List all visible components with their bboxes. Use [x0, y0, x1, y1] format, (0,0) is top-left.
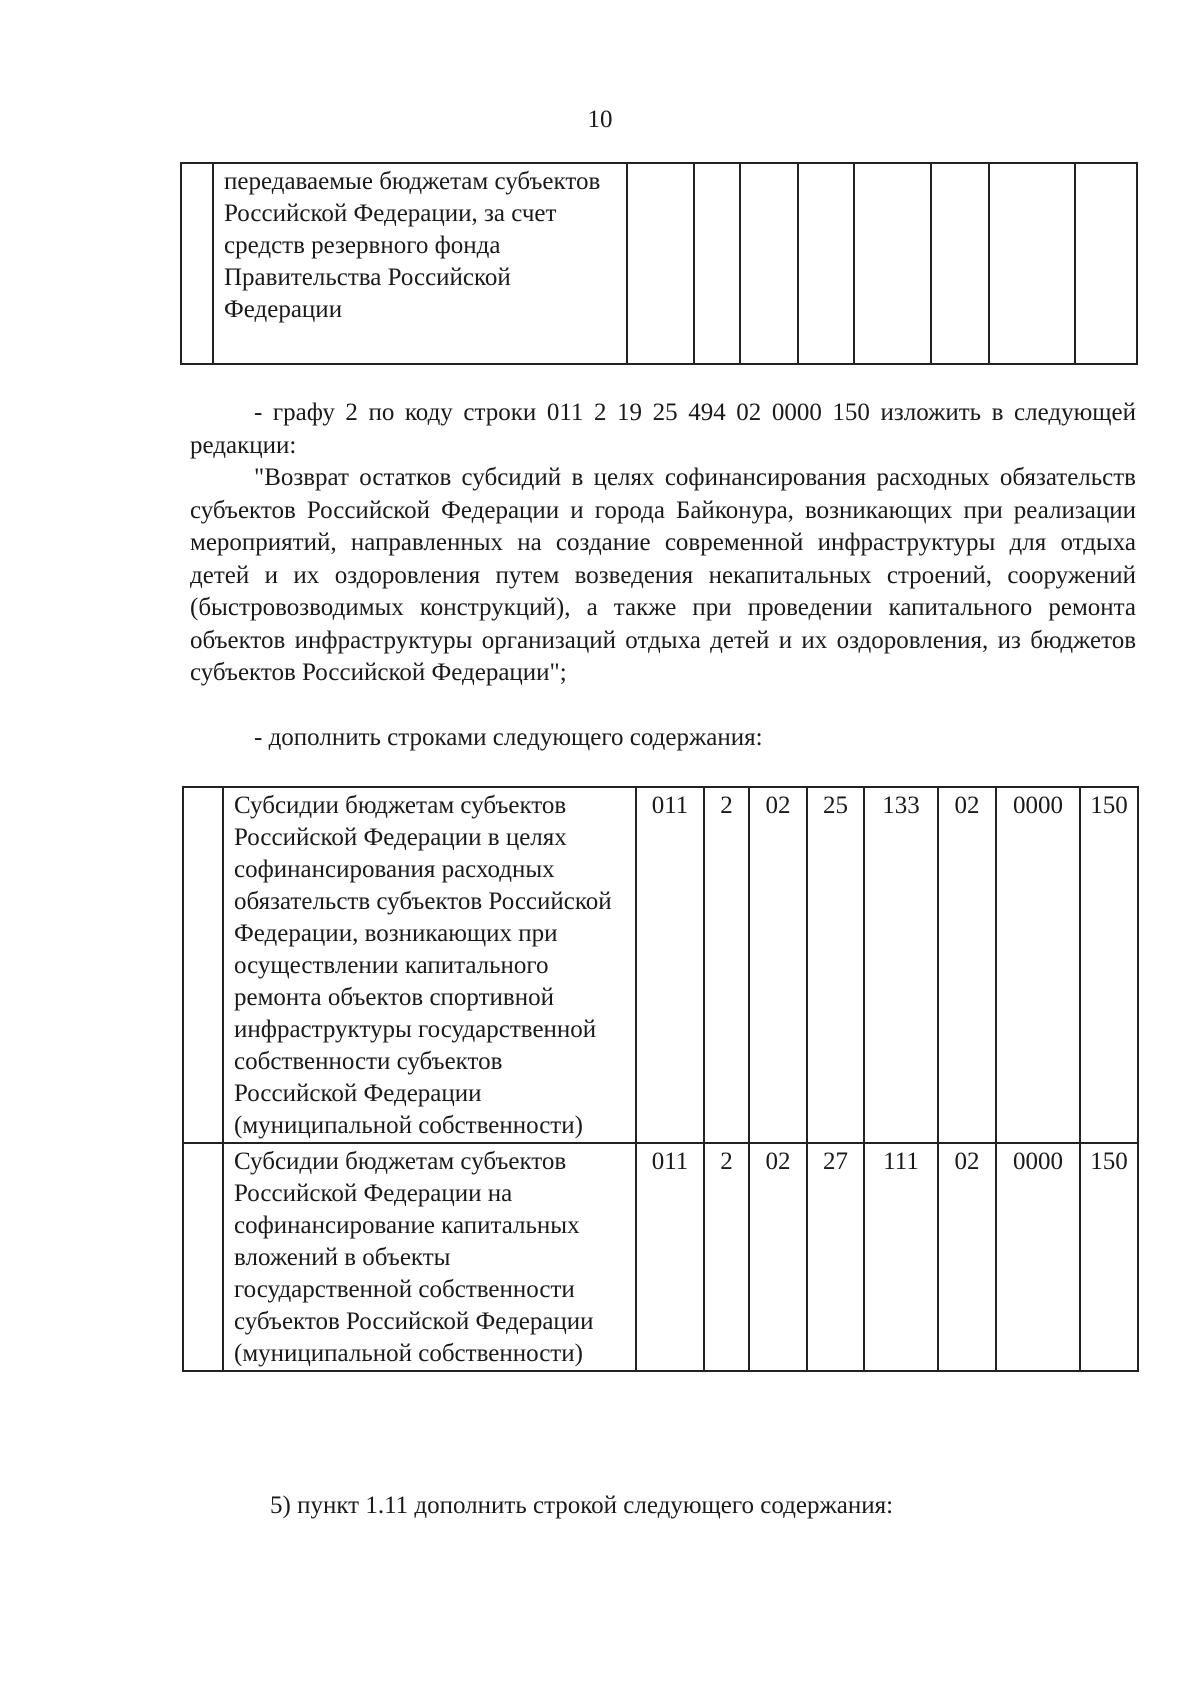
bottom-table [182, 786, 1139, 1372]
code-cell: 111 [864, 1143, 938, 1371]
table-cell-empty [183, 787, 223, 1143]
paragraph-column-instruction: - графу 2 по коду строки 011 2 19 25 494 02 0000 150 изложить в следующей редакции: [190, 399, 1136, 459]
table-cell-empty [854, 163, 931, 364]
paragraph-new-wording: "Возврат остатков субсидий в целях софинансирования расходных обязательств субъектов Российской Федерации и города Байконура, возникающих при реализации мероприятий, направленных на создание современной инфраструктуры для отдыха детей и их оздоровления путем возведения некапитальных строений, сооружений (быстровозводимых конструкций), а также при проведении капитального ремонта объектов инфраструктуры организаций отдыха детей и их оздоровления, из бюджетов субъектов Российской Федерации"; [190, 464, 1136, 686]
table-row [183, 1143, 1138, 1371]
row-description: Субсидии бюджетам субъектов Российской Федерации на софинансирование капитальных вложений в объекты государственной собственности субъектов Российской Федерации (муниципальной собственности) [223, 1143, 636, 1371]
table-cell-empty [798, 163, 854, 364]
table-cell-empty [627, 163, 694, 364]
code-cell: 25 [807, 787, 864, 1143]
code-cell: 011 [636, 787, 704, 1143]
code-cell: 011 [636, 1143, 704, 1371]
code-cell: 02 [938, 787, 996, 1143]
code-cell: 0000 [996, 787, 1080, 1143]
code-cell: 150 [1080, 1143, 1138, 1371]
code-cell: 02 [749, 787, 807, 1143]
table-row [183, 787, 1138, 1143]
code-cell: 2 [704, 787, 749, 1143]
table-cell-empty [1075, 163, 1137, 364]
paragraph-item-5: 5) пункт 1.11 дополнить строкой следующего содержания: [270, 1492, 894, 1519]
table-cell-empty [931, 163, 989, 364]
table-cell-empty [181, 163, 213, 364]
code-cell: 0000 [996, 1143, 1080, 1371]
code-cell: 27 [807, 1143, 864, 1371]
code-cell: 133 [864, 787, 938, 1143]
top-table [180, 162, 1138, 365]
table-cell-empty [694, 163, 740, 364]
page-number: 10 [587, 106, 613, 133]
table-cell-empty [183, 1143, 223, 1371]
table-cell-empty [740, 163, 798, 364]
code-cell: 02 [749, 1143, 807, 1371]
code-cell: 02 [938, 1143, 996, 1371]
row-description: Субсидии бюджетам субъектов Российской Федерации в целях софинансирования расходных обязательств субъектов Российской Федерации, возникающих при осуществлении капитального ремонта объектов спортивной инфраструктуры государственной собственности субъектов Российской Федерации (муниципальной собственности) [223, 787, 636, 1143]
table-row [181, 163, 1137, 364]
code-cell: 2 [704, 1143, 749, 1371]
table-cell-empty [989, 163, 1075, 364]
code-cell: 150 [1080, 787, 1138, 1143]
row-description: передаваемые бюджетам субъектов Российской Федерации, за счет средств резервного фонда Правительства Российской Федерации [213, 163, 627, 364]
paragraph-add-rows: - дополнить строками следующего содержания: [254, 724, 763, 751]
